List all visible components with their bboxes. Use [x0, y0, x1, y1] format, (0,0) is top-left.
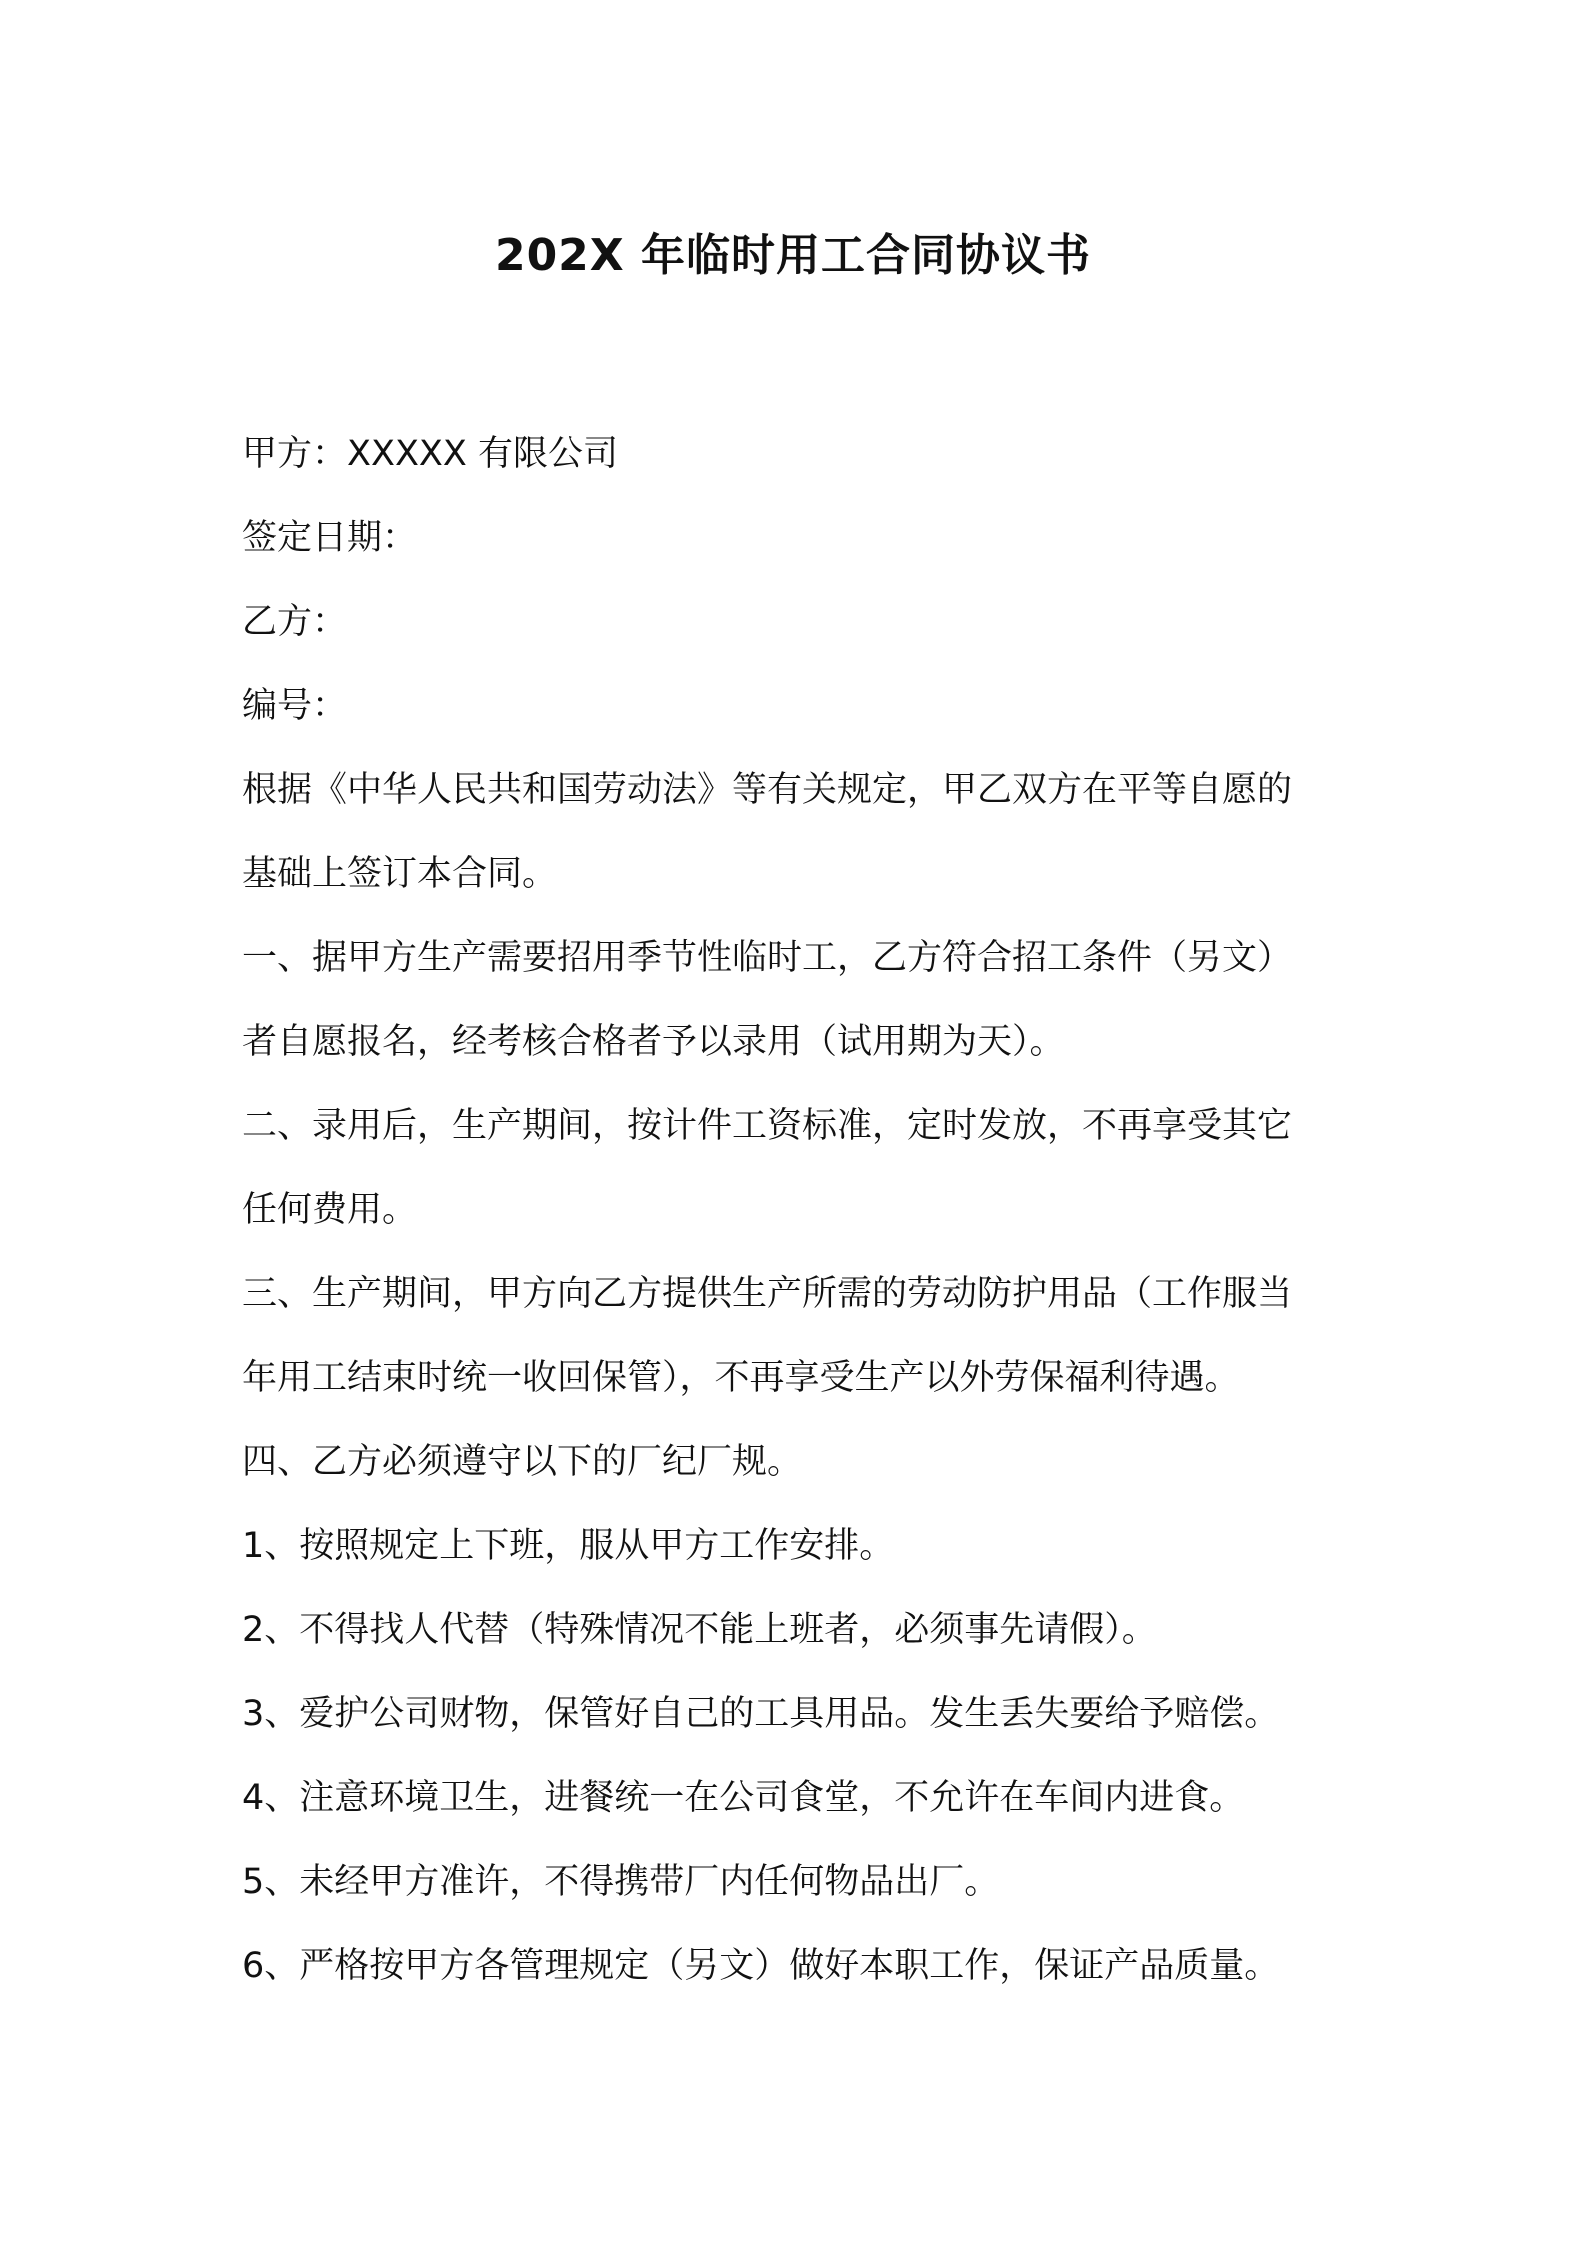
- clause-1-line-2: 者自愿报名，经考核合格者予以录用（试用期为天）。: [242, 1022, 1065, 1062]
- clause-3-line-2: 年用工结束时统一收回保管），不再享受生产以外劳保福利待遇。: [242, 1358, 1240, 1398]
- document-body: [242, 412, 1352, 2008]
- clause-1-line-1: 一、据甲方生产需要招用季节性临时工，乙方符合招工条件（另文）: [242, 938, 1293, 978]
- preamble-line-1: 根据《中华人民共和国劳动法》等有关规定，甲乙双方在平等自愿的: [242, 770, 1293, 810]
- rule-item-2: 2、不得找人代替（特殊情况不能上班者，必须事先请假）。: [242, 1610, 1157, 1650]
- party-a-line: 甲方：XXXXX 有限公司: [242, 434, 619, 474]
- party-b-line: 乙方：: [242, 602, 348, 642]
- rule-item-6: 6、严格按甲方各管理规定（另文）做好本职工作，保证产品质量。: [242, 1946, 1280, 1986]
- clause-2-line-1: 二、录用后，生产期间，按计件工资标准，定时发放，不再享受其它: [242, 1106, 1293, 1146]
- preamble-line-2: 基础上签订本合同。: [242, 854, 558, 894]
- clause-2-line-2: 任何费用。: [242, 1190, 418, 1230]
- rule-item-5: 5、未经甲方准许，不得携带厂内任何物品出厂。: [242, 1862, 1000, 1902]
- clause-4-heading: 四、乙方必须遵守以下的厂纪厂规。: [242, 1442, 803, 1482]
- rule-item-3: 3、爱护公司财物，保管好自己的工具用品。发生丢失要给予赔偿。: [242, 1694, 1280, 1734]
- rule-item-1: 1、按照规定上下班，服从甲方工作安排。: [242, 1526, 895, 1566]
- document-title: 202X 年临时用工合同协议书: [494, 230, 1092, 281]
- contract-number-line: 编号：: [242, 686, 348, 726]
- clause-3-line-1: 三、生产期间，甲方向乙方提供生产所需的劳动防护用品（工作服当: [242, 1274, 1293, 1314]
- sign-date-line: 签定日期：: [242, 518, 418, 558]
- rule-item-4: 4、注意环境卫生，进餐统一在公司食堂，不允许在车间内进食。: [242, 1778, 1245, 1818]
